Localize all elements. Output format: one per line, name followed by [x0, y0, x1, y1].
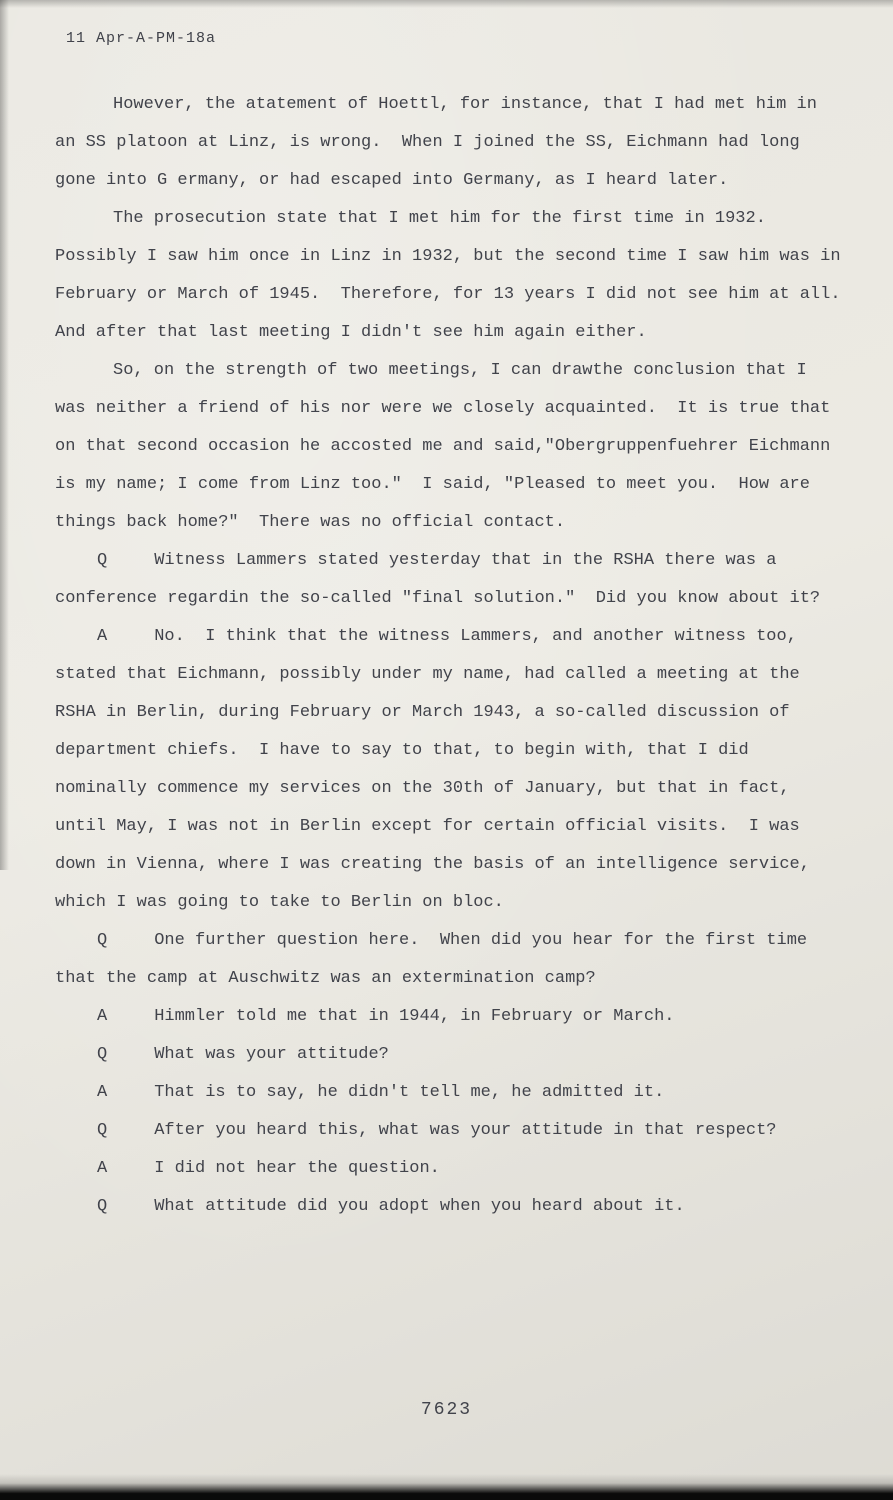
block-text: What attitude did you adopt when you heard about it.: [154, 1197, 685, 1216]
paragraph-block: [55, 86, 841, 200]
qa-block: [55, 922, 841, 998]
block-text: However, the atatement of Hoettl, for instance, that I had met him in an SS platoon at Linz, is wrong. When I joined the SS, Eichmann had long gone into G ermany, or had escaped into Germany, as I heard later.: [55, 95, 828, 190]
block-text: I did not hear the question.: [154, 1159, 440, 1178]
qa-block: [55, 1188, 841, 1226]
block-text: So, on the strength of two meetings, I can drawthe conclusion that I was neither a friend of his nor were we closely acquainted. It is true that on that second occasion he accosted me and said,"Obergruppenfuehrer Eichmann is my name; I come from Linz too." I said, "Pleased to meet you. How are things back home?" There was no official contact.: [55, 361, 841, 532]
block-text: After you heard this, what was your attitude in that respect?: [154, 1121, 777, 1140]
scan-edge-left: [0, 0, 9, 870]
speaker-label: Q: [97, 551, 108, 570]
scan-edge-top: [0, 0, 893, 8]
block-text: Witness Lammers stated yesterday that in the RSHA there was a conference regardin the so-called "final solution." Did you know about it?: [55, 551, 821, 608]
qa-block: [55, 618, 841, 922]
block-text: The prosecution state that I met him for the first time in 1932. Possibly I saw him once in Linz in 1932, but the second time I saw him was in February or March of 1945. Therefore, for 13 years I did not see him at all. And after that last meeting I didn't see him again either.: [55, 209, 861, 342]
speaker-label: A: [97, 627, 108, 646]
speaker-label: A: [97, 1007, 108, 1026]
qa-block: [55, 1112, 841, 1150]
qa-block: [55, 998, 841, 1036]
paragraph-block: [55, 200, 861, 352]
qa-block: [55, 1074, 841, 1112]
speaker-label: Q: [97, 1045, 108, 1064]
speaker-label: A: [97, 1159, 108, 1178]
qa-block: [55, 1036, 841, 1074]
block-text: What was your attitude?: [154, 1045, 389, 1064]
speaker-label: A: [97, 1083, 108, 1102]
block-text: No. I think that the witness Lammers, and another witness too, stated that Eichmann, possibly under my name, had called a meeting at the RSHA in Berlin, during February or March 1943, a so-called discussion of department chiefs. I have to say to that, to begin with, that I did nominally commence my services on the 30th of January, but that in fact, until May, I was not in Berlin except for certain official visits. I was down in Vienna, where I was creating the basis of an intelligence service, which I was going to take to Berlin on bloc.: [55, 627, 821, 912]
qa-block: [55, 1150, 841, 1188]
page-number: 7623: [420, 1400, 473, 1420]
block-text: One further question here. When did you hear for the first time that the camp at Auschwitz was an extermination camp?: [55, 931, 818, 988]
transcript-body: [55, 86, 861, 1226]
paragraph-block: [55, 352, 841, 542]
block-text: Himmler told me that in 1944, in February or March.: [154, 1007, 675, 1026]
qa-block: [55, 542, 841, 618]
speaker-label: Q: [97, 1121, 108, 1140]
block-text: That is to say, he didn't tell me, he admitted it.: [154, 1083, 665, 1102]
speaker-label: Q: [97, 931, 108, 950]
scan-edge-bottom: [0, 1474, 893, 1500]
document-header-label: 11 Apr-A-PM-18a: [66, 30, 217, 47]
speaker-label: Q: [97, 1197, 108, 1216]
